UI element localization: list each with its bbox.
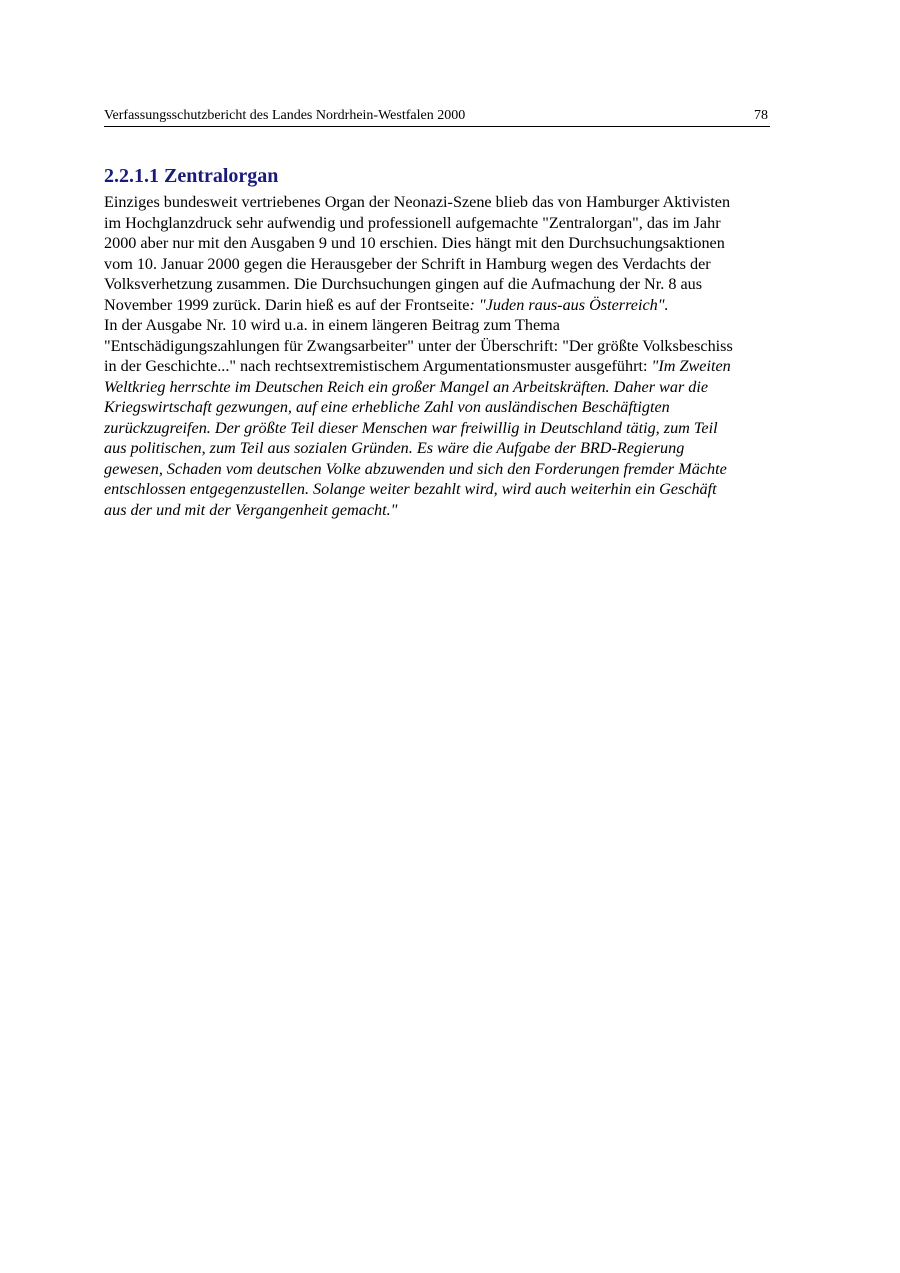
- quote-line: entschlossen entgegenzustellen. Solange weiter bezahlt wird, wird auch weiterhin ein Geschäft: [104, 480, 717, 498]
- text-line: vom 10. Januar 2000 gegen die Herausgeber der Schrift in Hamburg wegen des Verdachts der: [104, 254, 711, 273]
- text-line: "Entschädigungszahlungen für Zwangsarbeiter" unter der Überschrift: "Der größte Volksbeschiss: [104, 336, 733, 355]
- text-line: 2000 aber nur mit den Ausgaben 9 und 10 erschien. Dies hängt mit den Durchsuchungsaktionen: [104, 234, 725, 252]
- quote-line: Weltkrieg herrschte im Deutschen Reich ein großer Mangel an Arbeitskräften. Daher war die: [104, 377, 709, 396]
- text-line: In der Ausgabe Nr. 10 wird u.a. in einem längeren Beitrag zum Thema: [104, 316, 560, 334]
- quoted-headline: : "Juden raus-aus Österreich".: [469, 295, 669, 314]
- text-line: Volksverhetzung zusammen. Die Durchsuchungen gingen auf die Aufmachung der Nr. 8 aus: [104, 275, 703, 293]
- text-line: [104, 295, 804, 316]
- quote-line: aus politischen, zum Teil aus sozialen Gründen. Es wäre die Aufgabe der BRD-Regierung: [104, 439, 685, 457]
- text-run: in der Geschichte..." nach rechtsextremistischem Argumentationsmuster ausgeführt:: [104, 357, 652, 375]
- paragraph-1: [104, 192, 804, 315]
- text-line: Einziges bundesweit vertriebenes Organ der Neonazi-Szene blieb das von Hamburger Aktivisten: [104, 193, 731, 211]
- quote-line: gewesen, Schaden vom deutschen Volke abzuwenden und sich den Forderungen fremder Mächte: [104, 459, 727, 478]
- quote-line: Kriegswirtschaft gezwungen, auf eine erhebliche Zahl von ausländischen Beschäftigten: [104, 398, 670, 416]
- text-line: im Hochglanzdruck sehr aufwendig und professionell aufgemachte "Zentralorgan", das im Jahr: [104, 213, 721, 232]
- page-number: 78: [754, 108, 768, 123]
- text-run: November 1999 zurück. Darin hieß es auf der Frontseite: [104, 295, 470, 314]
- text-line: [104, 356, 804, 377]
- header-title: Verfassungsschutzbericht des Landes Nordrhein-Westfalen 2000: [104, 108, 466, 123]
- quote-line: zurückzugreifen. Der größte Teil dieser Menschen war freiwillig in Deutschland tätig, zum Teil: [104, 418, 718, 437]
- page-header: [104, 107, 770, 127]
- paragraph-2: [104, 315, 804, 520]
- quote-line: aus der und mit der Vergangenheit gemacht.": [104, 500, 398, 519]
- quote-start: "Im Zweiten: [651, 357, 731, 375]
- section-heading: 2.2.1.1 Zentralorgan: [104, 165, 279, 187]
- body-text: [104, 192, 804, 520]
